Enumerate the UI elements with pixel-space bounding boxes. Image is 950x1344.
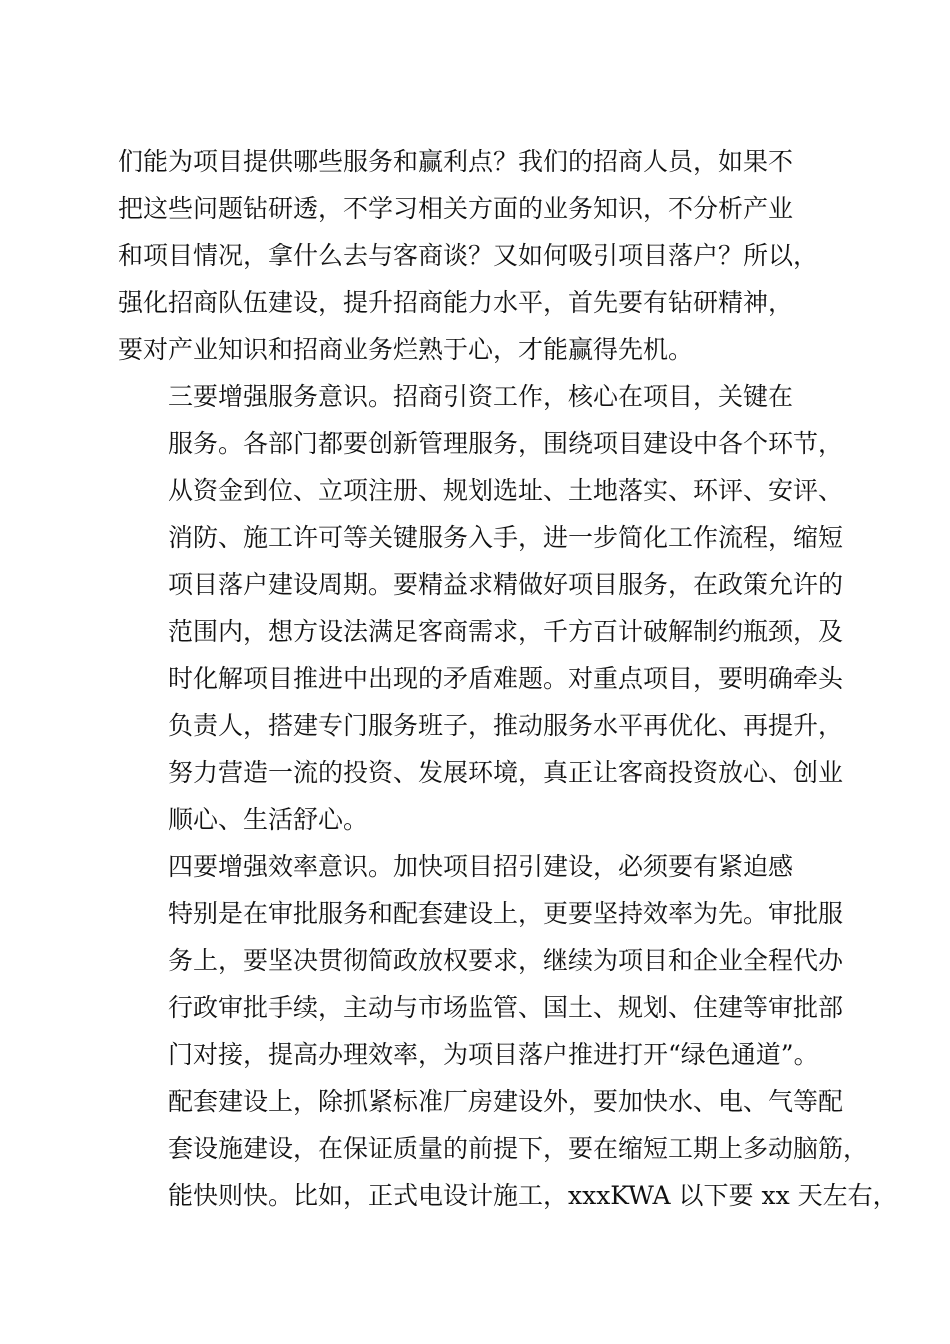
text-line: 项目落户建设周期。要精益求精做好项目服务，在政策允许的 xyxy=(168,570,844,599)
text-line: 们能为项目提供哪些服务和赢利点？我们的招商人员，如果不 xyxy=(118,147,794,176)
text-line: 顺心、生活舒心。 xyxy=(168,805,369,834)
text-line: 特别是在审批服务和配套建设上，更要坚持效率为先。审批服 xyxy=(168,899,844,928)
document-body xyxy=(118,138,898,1219)
text-line: 消防、施工许可等关键服务入手，进一步简化工作流程，缩短 xyxy=(168,523,844,552)
text-line: 服务。各部门都要创新管理服务，围绕项目建设中各个环节， xyxy=(168,429,844,458)
text-line: 套设施建设，在保证质量的前提下，要在缩短工期上多动脑筋， xyxy=(168,1134,869,1163)
text-line: 努力营造一流的投资、发展环境，真正让客商投资放心、创业 xyxy=(168,758,844,787)
text-line: 务上，要坚决贯彻简政放权要求，继续为项目和企业全程代办 xyxy=(168,946,844,975)
text-line: 范围内，想方设法满足客商需求，千方百计破解制约瓶颈，及 xyxy=(168,617,844,646)
text-line: 要对产业知识和招商业务烂熟于心，才能赢得先机。 xyxy=(118,335,694,364)
text-line: 负责人，搭建专门服务班子，推动服务水平再优化、再提升， xyxy=(168,711,844,740)
text-line: 四要增强效率意识。加快项目招引建设，必须要有紧迫感 xyxy=(168,852,794,881)
text-line: 配套建设上，除抓紧标准厂房建设外，要加快水、电、气等配 xyxy=(168,1087,844,1116)
text-line: 能快则快。比如，正式电设计施工，xxxKWA 以下要 xx 天左右， xyxy=(168,1181,898,1210)
paragraph-2 xyxy=(118,373,844,843)
text-line: 三要增强服务意识。招商引资工作，核心在项目，关键在 xyxy=(168,382,794,411)
paragraph-3 xyxy=(118,843,898,1219)
text-line: 和项目情况，拿什么去与客商谈？又如何吸引项目落户？所以， xyxy=(118,241,819,270)
text-line: 强化招商队伍建设，提升招商能力水平，首先要有钻研精神， xyxy=(118,288,794,317)
text-line: 门对接，提高办理效率，为项目落户推进打开“绿色通道”。 xyxy=(168,1040,819,1069)
text-line: 行政审批手续，主动与市场监管、国土、规划、住建等审批部 xyxy=(168,993,844,1022)
text-line: 时化解项目推进中出现的矛盾难题。对重点项目，要明确牵头 xyxy=(168,664,844,693)
paragraph-1 xyxy=(118,138,838,373)
text-line: 把这些问题钻研透，不学习相关方面的业务知识，不分析产业 xyxy=(118,194,794,223)
text-line: 从资金到位、立项注册、规划选址、土地落实、环评、安评、 xyxy=(168,476,844,505)
